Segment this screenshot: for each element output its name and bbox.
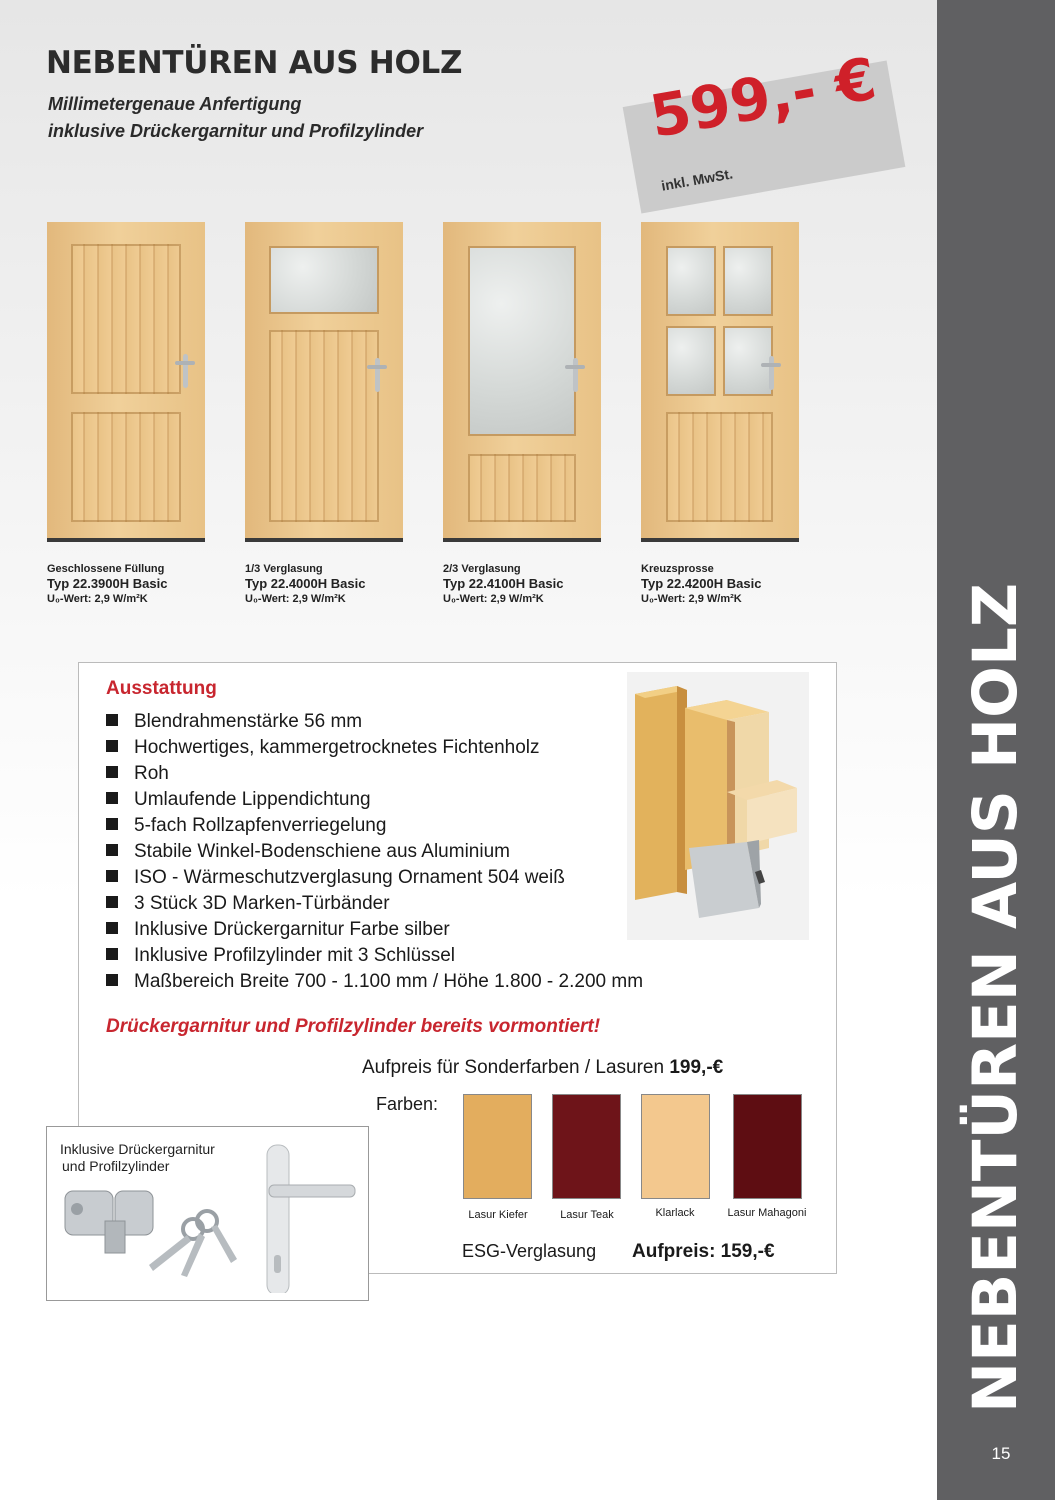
door-handle-icon — [565, 358, 589, 394]
feature-item: ISO - Wärmeschutzverglasung Ornament 504 weiß — [106, 867, 565, 889]
subtitle-line-2: inklusive Drückergarnitur und Profilzylinder — [48, 121, 424, 141]
price-amount: 599,- € — [645, 44, 882, 151]
door-slats-upper — [71, 244, 181, 394]
swatch-lasur-mahagoni — [733, 1094, 802, 1199]
bullet-square-icon — [106, 974, 118, 986]
side-title: NEBENTÜREN AUS HOLZ — [960, 582, 1031, 1413]
feature-item: Roh — [106, 763, 169, 785]
door-variant-label: 1/3 Verglasung — [245, 563, 323, 575]
page-title: NEBENTÜREN AUS HOLZ — [46, 45, 463, 81]
door-image-cross-muntin — [641, 222, 799, 542]
door-type-label: Typ 22.3900H Basic — [47, 576, 168, 591]
swatch-lasur-kiefer — [463, 1094, 532, 1199]
door-handle-icon — [761, 356, 785, 392]
swatch-label: Klarlack — [655, 1207, 695, 1219]
bullet-square-icon — [106, 844, 118, 856]
bullet-square-icon — [106, 922, 118, 934]
bullet-square-icon — [106, 714, 118, 726]
price-vat-note: inkl. MwSt. — [660, 165, 735, 194]
swatch-klarlack — [641, 1094, 710, 1199]
feature-item: Maßbereich Breite 700 - 1.100 mm / Höhe 1.800 - 2.200 mm — [106, 971, 643, 993]
door-type-label: Typ 22.4000H Basic — [245, 576, 366, 591]
bullet-square-icon — [106, 766, 118, 778]
feature-item: Blendrahmenstärke 56 mm — [106, 711, 362, 733]
door-image-two-thirds-glass — [443, 222, 601, 542]
inset-caption-line-1: Inklusive Drückergarnitur — [60, 1141, 215, 1157]
feature-item: 3 Stück 3D Marken-Türbänder — [106, 893, 390, 915]
bullet-square-icon — [106, 818, 118, 830]
bullet-square-icon — [106, 948, 118, 960]
door-type-label: Typ 22.4100H Basic — [443, 576, 564, 591]
swatch-label: Lasur Mahagoni — [727, 1207, 807, 1219]
feature-item: Inklusive Drückergarnitur Farbe silber — [106, 919, 450, 941]
door-glass-pane — [468, 246, 576, 436]
bullet-square-icon — [106, 740, 118, 752]
equipment-title: Ausstattung — [106, 678, 217, 699]
frame-profile-image — [627, 672, 809, 940]
swatch-label: Lasur Kiefer — [468, 1209, 528, 1221]
feature-item: Umlaufende Lippendichtung — [106, 789, 371, 811]
door-slats — [269, 330, 379, 522]
door-glass-pane — [666, 326, 716, 396]
premounted-note: Drückergarnitur und Profilzylinder bereits vormontiert! — [106, 1016, 601, 1037]
door-handle-icon — [367, 358, 391, 394]
esg-price: Aufpreis: 159,-€ — [632, 1241, 775, 1262]
door-u-value: U₀-Wert: 2,9 W/m²K — [245, 593, 346, 605]
bullet-square-icon — [106, 896, 118, 908]
page-number: 15 — [991, 1444, 1011, 1463]
door-glass-pane — [723, 246, 773, 316]
door-glass-pane — [666, 246, 716, 316]
door-variant-label: Geschlossene Füllung — [47, 563, 165, 575]
bullet-square-icon — [106, 870, 118, 882]
subtitle-line-1: Millimetergenaue Anfertigung — [48, 94, 302, 114]
feature-item: Inklusive Profilzylinder mit 3 Schlüssel — [106, 945, 455, 967]
feature-item: Hochwertiges, kammergetrocknetes Fichtenholz — [106, 737, 540, 759]
feature-item: 5-fach Rollzapfenverriegelung — [106, 815, 386, 837]
colors-label: Farben: — [376, 1094, 439, 1114]
door-type-label: Typ 22.4200H Basic — [641, 576, 762, 591]
color-surcharge-price: 199,-€ — [669, 1057, 724, 1078]
door-u-value: U₀-Wert: 2,9 W/m²K — [443, 593, 544, 605]
swatch-lasur-teak — [552, 1094, 621, 1199]
feature-item: Stabile Winkel-Bodenschiene aus Aluminium — [106, 841, 510, 863]
door-glass-pane — [269, 246, 379, 314]
door-variant-label: 2/3 Verglasung — [443, 563, 521, 575]
door-slats — [666, 412, 773, 522]
inset-caption-line-2: und Profilzylinder — [62, 1158, 170, 1174]
door-handle-icon — [175, 354, 199, 390]
door-u-value: U₀-Wert: 2,9 W/m²K — [47, 593, 148, 605]
door-image-one-third-glass — [245, 222, 403, 542]
swatch-label: Lasur Teak — [560, 1209, 614, 1221]
door-variant-label: Kreuzsprosse — [641, 563, 714, 575]
door-slats-lower — [71, 412, 181, 522]
color-surcharge: Aufpreis für Sonderfarben / Lasuren 199,-€ — [362, 1057, 724, 1078]
door-slats — [468, 454, 576, 522]
door-u-value: U₀-Wert: 2,9 W/m²K — [641, 593, 742, 605]
door-image-closed — [47, 222, 205, 542]
esg-label: ESG-Verglasung — [462, 1241, 597, 1261]
bullet-square-icon — [106, 792, 118, 804]
